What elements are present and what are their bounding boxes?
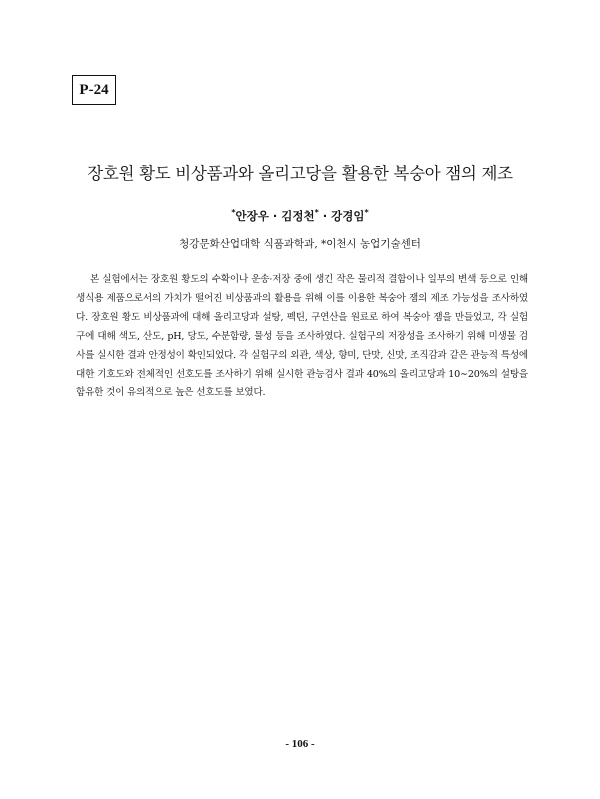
author-name: 김정천 [281,209,315,223]
author-name: 안장우 [235,209,269,223]
author-mark: * [314,208,319,218]
affiliation: 청강문화산업대학 식품과학과, *이천시 농업기술센터 [179,238,421,250]
section-badge: P-24 [72,75,116,105]
abstract-paragraph: 본 실험에서는 장호원 황도의 수확이나 운송·저장 중에 생긴 작은 물리적 결함이나 일부의 변색 등으로 인해 생식용 제품으로서의 가치가 떨어진 비상품과의 활용을 위해 이를 이용한 복숭아 잼의 제조 가능성을 조사하였다. 장호원 황도 비상품과에 대해 올리고당과 설탕, 펙틴, 구연산을 원료로 하여 복숭아 잼을 만들었고, 각 실험구에 대해 색도, 산도, pH, 당도, 수분함량, 물성 등을 조사하였다. 실험구의 저장성을 조사하기 위해 미생물 검사를 실시한 결과 안정성이 확인되었다. 각 실험구의 외관, 색상, 향미, 단맛, 신맛, 조직감과 같은 관능적 특성에 대한 기호도와 전체적인 선호도를 조사하기 위해 실시한 관능검사 결과 40%의 올리고당과 10∼20%의 설탕을 함유한 것이 유의적으로 높은 선호도를 보였다. [76,274,528,399]
author-mark: * [364,208,369,218]
author-mark: * [231,208,236,218]
abstract [76,271,528,403]
page-number: - 106 - [285,738,315,750]
paper-title: 장호원 황도 비상품과와 올리고당을 활용한 복숭아 잼의 제조 [87,164,513,183]
author-list [0,208,600,224]
author-name: 강경임 [331,209,365,223]
author-separator: · [318,209,332,223]
author-separator: · [268,209,282,223]
